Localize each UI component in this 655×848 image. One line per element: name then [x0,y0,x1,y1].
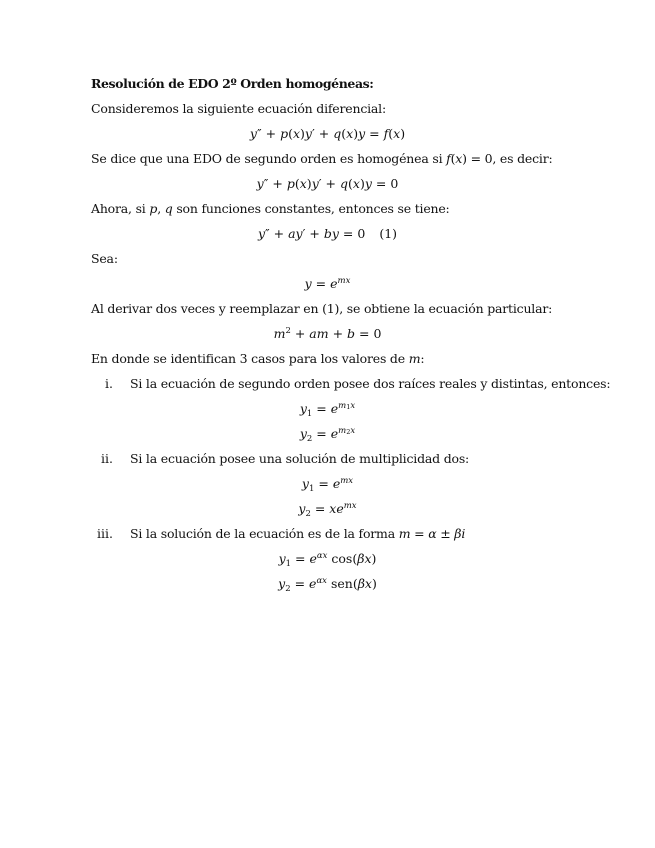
equation-case1-y2: $y_2 = e^{m_2x}$ [299,426,356,444]
equation-number: (1) [379,226,398,241]
section-heading: Resolución de EDO 2º Orden homogéneas: [91,76,374,91]
equation-case3-y1: $y_1 = e^{\alpha x}$ cos(βx) [278,551,377,569]
cases-intro: En donde se identifican 3 casos para los valores de m: [91,351,425,366]
derivation-text: Al derivar dos veces y reemplazar en (1), se obtiene la ecuación particular: [91,301,553,316]
constant-coefficients-text: Ahora, si p, q son funciones constantes, entonces se tiene: [91,201,450,216]
homogeneous-definition: Se dice que una EDO de segundo orden es homogénea si f(x) = 0, es decir: [91,151,553,166]
equation-characteristic: $m^2$ + am + b = 0 [273,326,382,341]
equation-constant-coefficients: y″ + ay′ + by = 0 (1) [257,226,398,241]
equation-homogeneous: y″ + p(x)y′ + q(x)y = 0 [256,176,399,191]
equation-case1-y1: $y_1 = e^{m_1x}$ [299,401,356,419]
intro-paragraph: Consideremos la siguiente ecuación diferencial: [91,101,386,116]
equation-general: y″ + p(x)y′ + q(x)y = f(x) [249,126,406,141]
case-marker: i. [105,376,113,391]
case-marker: iii. [97,526,113,541]
sea-label: Sea: [91,251,118,266]
equation-case3-y2: $y_2 = e^{\alpha x}$ sen(βx) [278,576,377,594]
case-text: Si la ecuación de segundo orden posee dos raíces reales y distintas, entonces: [130,376,611,391]
case-text: Si la solución de la ecuación es de la forma m = α ± βi [130,526,466,541]
case-marker: ii. [101,451,113,466]
equation-case2-y1: $y_1 = e^{mx}$ [301,476,354,494]
equation-trial-solution: $y = e^{mx}$ [304,276,351,291]
equation-case2-y2: $y_2 = xe^{mx}$ [298,501,357,519]
case-text: Si la ecuación posee una solución de multiplicidad dos: [130,451,470,466]
